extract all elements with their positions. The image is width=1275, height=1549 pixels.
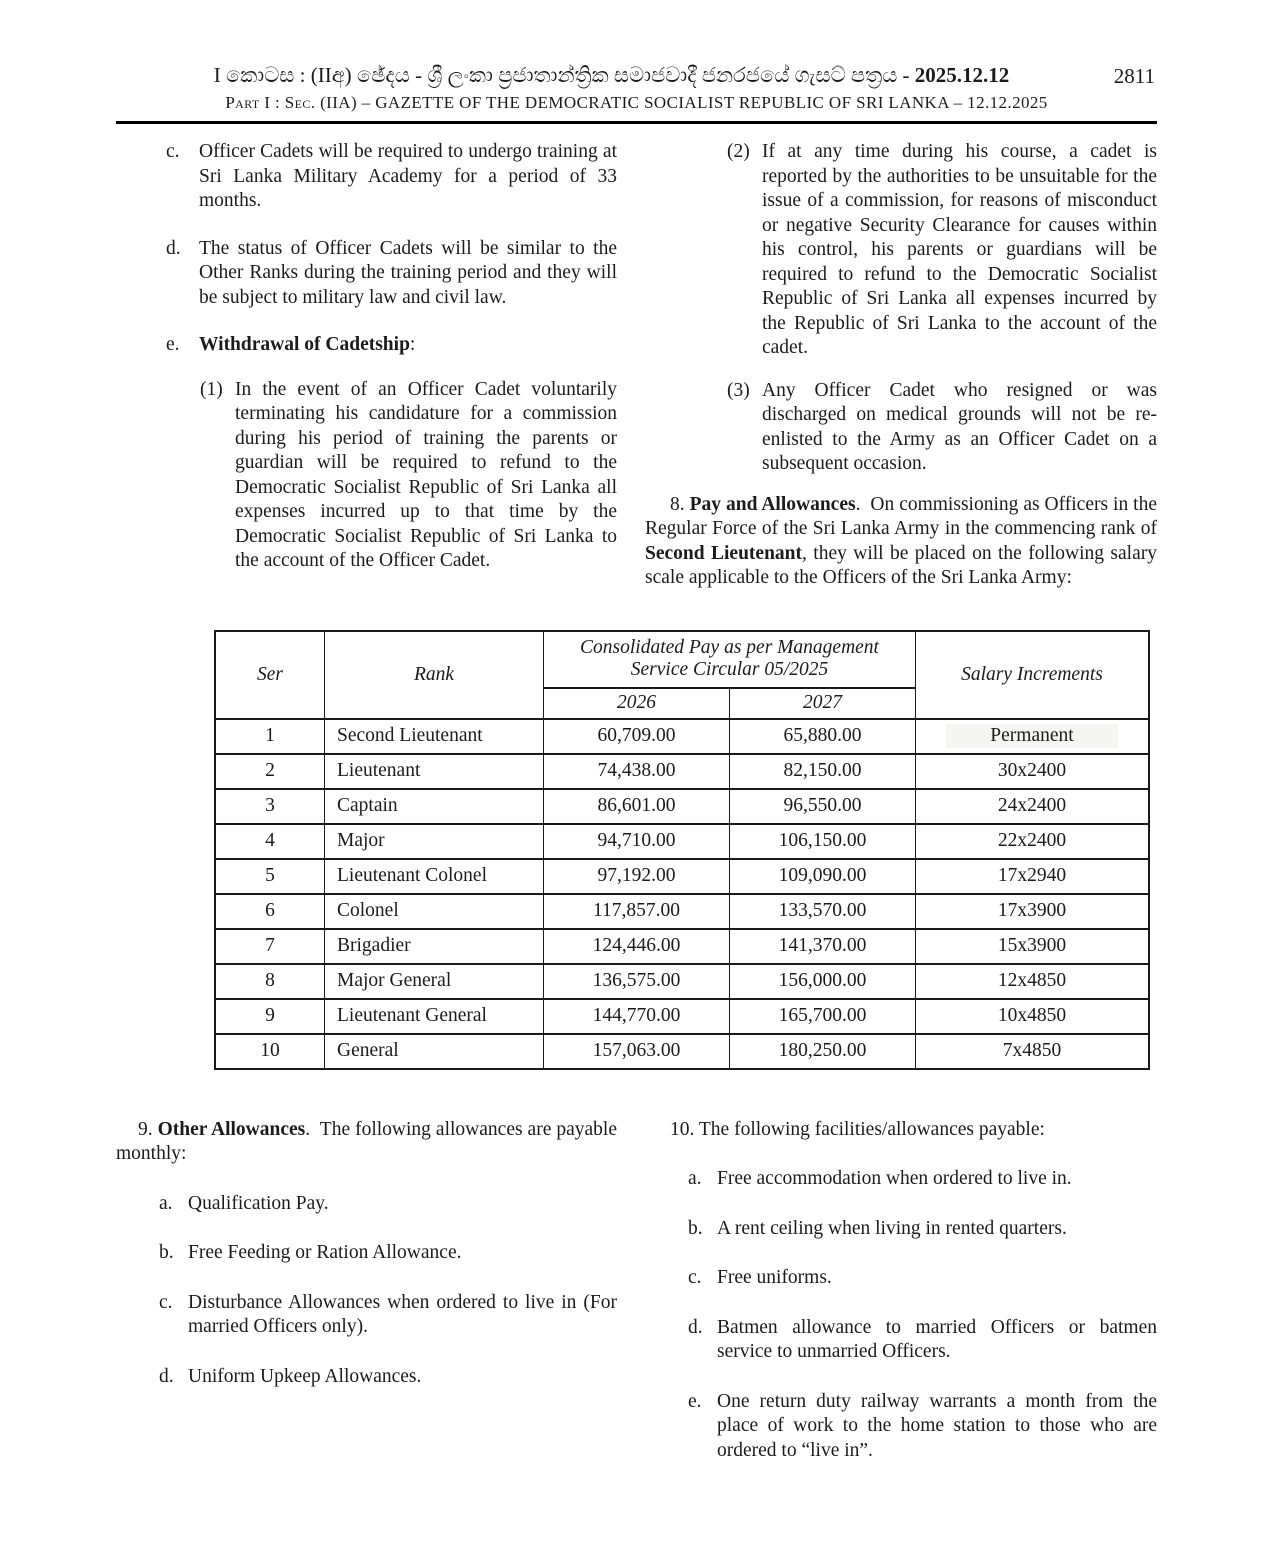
list-marker: c.	[166, 141, 180, 162]
cell-ser: 2	[215, 754, 325, 789]
para9-title: Other Allowances	[157, 1118, 306, 1140]
cell-pay-2026: 74,438.00	[544, 754, 730, 789]
list-text-bold: Withdrawal of Cadetship	[199, 334, 410, 355]
cell-ser: 9	[215, 999, 325, 1034]
list-text: In the event of an Officer Cadet voluntarily terminating his candidature for a commission during his period of training the parents or guardian will be required to refund to the Democratic Socialist Republic of Sri Lanka all expenses incurred up to that time by the Democratic Socialist Republic of Sri Lanka to the account of the Officer Cadet.	[235, 378, 617, 571]
highlighted-value: Permanent	[946, 724, 1117, 748]
cell-rank: Captain	[325, 789, 544, 824]
cell-increment: 7x4850	[916, 1034, 1150, 1069]
list-item-c	[116, 140, 617, 214]
cell-pay-2026: 144,770.00	[544, 999, 730, 1034]
para8-text-end: , they will be placed on the following salary scale applicable to the Officers of the Sri Lanka Army:	[645, 542, 1157, 588]
list-marker: a.	[688, 1168, 702, 1189]
table-body	[215, 719, 1149, 1069]
bottom-right-column	[645, 1118, 1157, 1489]
cell-pay-2027: 109,090.00	[730, 859, 916, 894]
cell-increment: 12x4850	[916, 964, 1150, 999]
list-text: Free uniforms.	[717, 1267, 832, 1288]
list-text: Batmen allowance to married Officers or batmen service to unmarried Officers.	[717, 1316, 1157, 1362]
list-item-b	[116, 1241, 617, 1266]
cell-ser: 4	[215, 824, 325, 859]
cell-pay-2027: 180,250.00	[730, 1034, 916, 1069]
cell-pay-2027: 133,570.00	[730, 894, 916, 929]
list-item-1	[116, 378, 617, 574]
list-item-2	[645, 140, 1157, 361]
table-row	[215, 719, 1149, 754]
cell-pay-2027: 156,000.00	[730, 964, 916, 999]
header-english-rest: – GAZETTE OF THE DEMOCRATIC SOCIALIST REPUBLIC OF SRI LANKA – 12.12.2025	[357, 93, 1048, 112]
table-row	[215, 999, 1149, 1034]
list-marker: b.	[688, 1217, 703, 1239]
list-text: If at any time during his course, a cadet is reported by the authorities to be unsuitable for the issue of a commission, for reasons of misconduct or negative Security Clearance for causes within his control, his parents or guardians will be required to refund to the Democratic Socialist Republic of Sri Lanka all expenses incurred by the Republic of Sri Lanka to the account of the cadet.	[762, 141, 1157, 358]
list-item-3	[645, 379, 1157, 477]
header-sinhala-line	[116, 62, 1157, 88]
cell-pay-2027: 141,370.00	[730, 929, 916, 964]
list-marker: (3)	[727, 379, 750, 401]
list-text: Free accommodation when ordered to live in.	[717, 1168, 1072, 1189]
table-row	[215, 894, 1149, 929]
list-marker: d.	[166, 237, 181, 259]
table-row	[215, 789, 1149, 824]
cell-increment: 22x2400	[916, 824, 1150, 859]
col-header-ser: Ser	[215, 631, 325, 719]
list-marker: (1)	[200, 378, 223, 400]
cell-increment: 17x2940	[916, 859, 1150, 894]
cell-increment: 15x3900	[916, 929, 1150, 964]
col-header-salary-increments: Salary Increments	[916, 631, 1150, 719]
list-text: :	[409, 334, 416, 355]
cell-ser: 5	[215, 859, 325, 894]
cell-rank: Major	[325, 824, 544, 859]
paragraph-8-pay-and-allowances	[645, 493, 1157, 591]
cell-pay-2027: 65,880.00	[730, 719, 916, 754]
cell-increment: 17x3900	[916, 894, 1150, 929]
cell-rank: Lieutenant Colonel	[325, 859, 544, 894]
list-text: Qualification Pay.	[188, 1192, 329, 1214]
table-row	[215, 754, 1149, 789]
para9-text: . The following allowances are payable monthly:	[116, 1118, 617, 1164]
cell-increment: 10x4850	[916, 999, 1150, 1034]
list-text: Any Officer Cadet who resigned or was discharged on medical grounds will not be re-enlisted to the Army as an Officer Cadet on a subsequent occasion.	[762, 379, 1157, 474]
list-item-a	[645, 1167, 1157, 1192]
cell-pay-2026: 86,601.00	[544, 789, 730, 824]
table-header-row-1	[215, 631, 1149, 688]
bottom-section	[116, 1118, 1157, 1489]
cell-ser: 7	[215, 929, 325, 964]
page-header	[116, 0, 1157, 124]
col-header-2027: 2027	[730, 688, 916, 719]
header-sinhala-text: I කොටස : (IIඅ) ඡේදය - ශ්‍රී ලංකා ප්‍රජාතාන්ත්‍රික සමාජවාදී ජනරජයේ ගැසට් පත්‍රය -	[213, 63, 915, 87]
list-item-d	[116, 1365, 617, 1390]
paragraph-9-other-allowances	[116, 1118, 617, 1167]
top-right-column	[645, 140, 1157, 597]
table-row	[215, 964, 1149, 999]
list-marker: c.	[159, 1291, 173, 1313]
cell-pay-2027: 96,550.00	[730, 789, 916, 824]
cell-pay-2026: 97,192.00	[544, 859, 730, 894]
list-item-e	[645, 1390, 1157, 1464]
list-text: The status of Officer Cadets will be similar to the Other Ranks during the training period and they will be subject to military law and civil law.	[199, 237, 617, 308]
table-head	[215, 631, 1149, 719]
list-text: A rent ceiling when living in rented quarters.	[717, 1217, 1067, 1239]
salary-scale-table	[214, 630, 1150, 1070]
cell-pay-2026: 157,063.00	[544, 1034, 730, 1069]
list-item-e	[116, 333, 617, 358]
cell-ser: 6	[215, 894, 325, 929]
cell-rank: Colonel	[325, 894, 544, 929]
table-row	[215, 859, 1149, 894]
column-gutter	[617, 1118, 645, 1489]
bottom-left-column	[116, 1118, 617, 1489]
paragraph-10-facilities: 10. The following facilities/allowances payable:	[670, 1118, 1045, 1140]
top-left-column	[116, 140, 617, 597]
table-row	[215, 824, 1149, 859]
cell-pay-2027: 106,150.00	[730, 824, 916, 859]
table-row	[215, 929, 1149, 964]
list-marker: d.	[159, 1365, 174, 1387]
list-marker: b.	[159, 1242, 174, 1263]
cell-ser: 10	[215, 1034, 325, 1069]
cell-rank: Lieutenant	[325, 754, 544, 789]
allowances-list	[116, 1192, 617, 1390]
para8-number: 8.	[670, 493, 690, 515]
para8-title: Pay and Allowances	[689, 493, 856, 515]
cell-pay-2027: 165,700.00	[730, 999, 916, 1034]
list-marker: e.	[166, 334, 180, 355]
list-text: One return duty railway warrants a month from the place of work to the home station to those who are ordered to “live in”.	[717, 1390, 1157, 1461]
cell-pay-2026: 94,710.00	[544, 824, 730, 859]
cell-pay-2026: 117,857.00	[544, 894, 730, 929]
list-text: Uniform Upkeep Allowances.	[188, 1365, 422, 1387]
facilities-list	[645, 1167, 1157, 1463]
table-row	[215, 1034, 1149, 1069]
cell-ser: 3	[215, 789, 325, 824]
col-header-2026: 2026	[544, 688, 730, 719]
cell-ser: 8	[215, 964, 325, 999]
header-english-line	[116, 92, 1157, 114]
header-sinhala-date: 2025.12.12	[914, 63, 1010, 87]
cell-increment: 24x2400	[916, 789, 1150, 824]
list-marker: e.	[688, 1390, 702, 1412]
para9-number: 9.	[138, 1118, 158, 1140]
para8-text: . On commissioning as Officers in the Regular Force of the Sri Lanka Army in the commencing rank of	[645, 493, 1158, 539]
cell-ser: 1	[215, 719, 325, 754]
list-marker: c.	[688, 1267, 702, 1288]
page-content	[116, 0, 1157, 1488]
list-text: Free Feeding or Ration Allowance.	[188, 1242, 462, 1263]
list-text: Disturbance Allowances when ordered to live in (For married Officers only).	[188, 1291, 617, 1337]
cell-increment: 30x2400	[916, 754, 1150, 789]
list-marker: a.	[159, 1192, 173, 1214]
cell-increment	[916, 719, 1150, 754]
list-item-d	[645, 1316, 1157, 1365]
cell-pay-2026: 60,709.00	[544, 719, 730, 754]
list-item-a	[116, 1192, 617, 1217]
cell-pay-2026: 136,575.00	[544, 964, 730, 999]
list-marker: (2)	[727, 141, 750, 162]
para8-rank-bold: Second Lieutenant	[645, 542, 803, 564]
col-header-consolidated-pay: Consolidated Pay as per Management Service Circular 05/2025	[544, 631, 916, 688]
cell-rank: General	[325, 1034, 544, 1069]
list-item-c	[645, 1266, 1157, 1291]
list-item-d	[116, 237, 617, 311]
header-english-smallcaps: Part I : Sec. (IIA)	[225, 93, 358, 112]
cell-rank: Second Lieutenant	[325, 719, 544, 754]
header-rule	[116, 121, 1157, 124]
col-header-rank: Rank	[325, 631, 544, 719]
list-item-b	[645, 1217, 1157, 1242]
cell-rank: Major General	[325, 964, 544, 999]
list-text: Officer Cadets will be required to undergo training at Sri Lanka Military Academy for a period of 33 months.	[199, 141, 617, 211]
list-marker: d.	[688, 1316, 703, 1338]
column-gutter	[617, 140, 645, 597]
list-item-c	[116, 1291, 617, 1340]
cell-rank: Brigadier	[325, 929, 544, 964]
cell-pay-2027: 82,150.00	[730, 754, 916, 789]
top-section	[116, 140, 1157, 597]
cell-pay-2026: 124,446.00	[544, 929, 730, 964]
cell-rank: Lieutenant General	[325, 999, 544, 1034]
page-number: 2811	[1113, 64, 1155, 88]
